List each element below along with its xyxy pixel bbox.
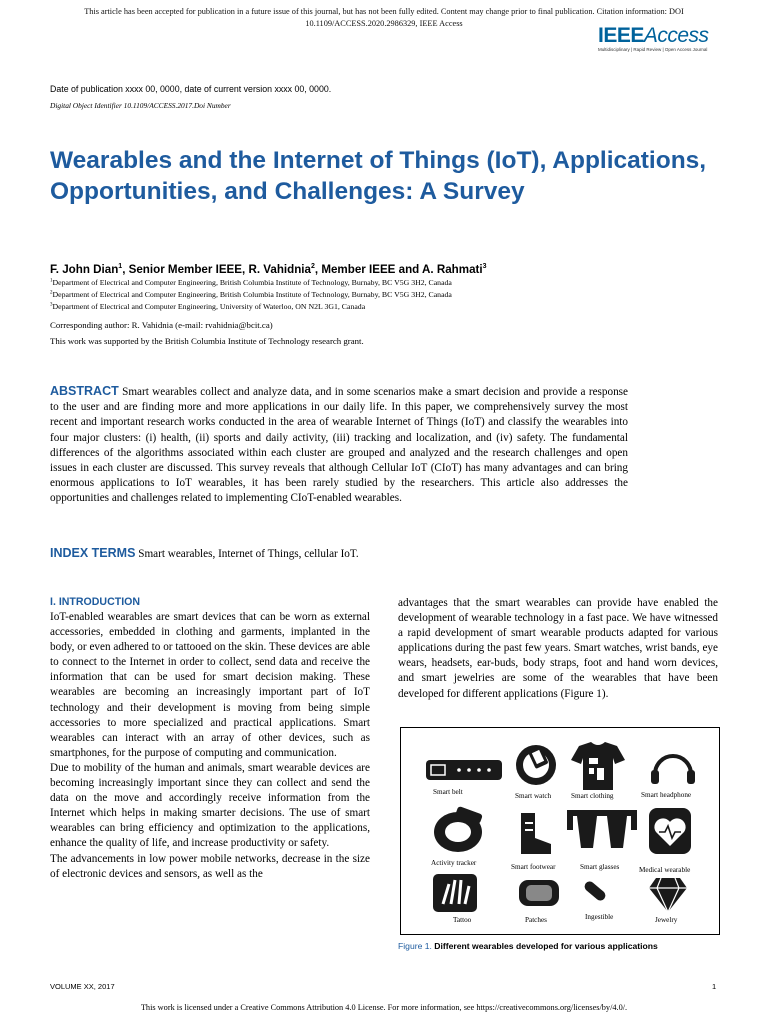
intro-paragraph-1: IoT-enabled wearables are smart devices that can be worn as external accessories, embedded in clothing and garments, implanted in the body, or even adhered to or tattooed on the skin. These devices are able to connect to the Internet in order to collect, send data and receive the information that can be used for smart decision making. These wearables are becoming an increasingly important part of IoT technology and their development is moving from being simple accessories to more specialized and practical applications. Smart wearables can interact with an array of other devices, such as smartphones, for the purpose of computing and communication. <box>50 611 370 759</box>
logo-ieee-text: IEEE <box>598 24 644 47</box>
affiliation-1-sup: 1 <box>50 278 53 284</box>
affiliation-1-text: Department of Electrical and Computer Engineering, British Columbia Institute of Technology, Burnaby, BC V5G 3H2, Canada <box>52 278 452 287</box>
label-smart-headphone: Smart headphone <box>641 791 692 799</box>
affiliation-3 <box>50 302 365 311</box>
label-activity-tracker: Activity tracker <box>431 859 477 867</box>
corresponding-author: Corresponding author: R. Vahidnia (e-mail: rvahidnia@bcit.ca) <box>50 320 273 330</box>
index-terms <box>50 546 359 560</box>
jewelry-icon <box>649 878 687 912</box>
glasses-icon <box>567 810 637 848</box>
author-rest-2: , Member IEEE and A. Rahmati <box>314 263 483 276</box>
author-2-sup: 2 <box>310 263 315 271</box>
label-patches: Patches <box>525 916 547 924</box>
medical-wearable-icon <box>649 808 691 854</box>
headphone-icon <box>651 756 695 784</box>
abstract-label: ABSTRACT <box>50 384 119 398</box>
caption-number: Figure 1. <box>398 941 432 951</box>
figure-1-caption <box>398 941 658 951</box>
affiliation-2 <box>50 290 452 299</box>
doi-line: Digital Object Identifier 10.1109/ACCESS.2017.Doi Number <box>50 101 231 110</box>
ingestible-icon <box>583 879 608 902</box>
label-medical-wearable: Medical wearable <box>639 866 691 874</box>
author-rest-1: , Senior Member IEEE, R. Vahidnia <box>122 263 311 276</box>
label-tattoo: Tattoo <box>453 916 472 924</box>
activity-tracker-icon <box>434 806 483 852</box>
author-3-sup: 3 <box>482 263 487 271</box>
label-smart-watch: Smart watch <box>515 792 552 800</box>
watch-icon <box>516 745 556 785</box>
label-smart-belt: Smart belt <box>433 788 463 796</box>
intro-paragraph-3: The advancements in low power mobile networks, decrease in the size of electronic devices and sensors, as well as the <box>50 852 370 880</box>
ieee-access-logo <box>598 24 728 54</box>
right-column <box>398 596 718 702</box>
caption-text: Different wearables developed for various applications <box>431 941 658 951</box>
author-1: F. John Dian <box>50 263 119 276</box>
label-smart-glasses: Smart glasses <box>580 863 620 871</box>
notice-line-2: 10.1109/ACCESS.2020.2986329, IEEE Access <box>305 19 463 28</box>
affiliation-3-sup: 3 <box>50 302 53 308</box>
affiliation-3-text: Department of Electrical and Computer Engineering, University of Waterloo, ON N2L 3G1, Canada <box>52 302 366 311</box>
tattoo-icon <box>433 874 477 912</box>
paper-title: Wearables and the Internet of Things (IoT), Applications, Opportunities, and Challenges: A Survey <box>50 147 707 205</box>
volume-footer: VOLUME XX, 2017 <box>50 982 115 991</box>
author-1-sup: 1 <box>118 263 123 271</box>
clothing-icon <box>571 742 625 790</box>
logo-access-text: Access <box>643 24 709 47</box>
notice-line-1: This article has been accepted for publication in a future issue of this journal, but has not been fully edited. Content may change prior to final publication. Citation information: DOI <box>84 7 684 16</box>
license-notice: This work is licensed under a Creative Commons Attribution 4.0 License. For more information, see https://creativecommons.org/licenses/by/4.0/. <box>140 1003 628 1012</box>
index-terms-text: Smart wearables, Internet of Things, cellular IoT. <box>138 548 359 560</box>
belt-icon <box>426 760 502 780</box>
label-ingestible: Ingestible <box>585 913 614 921</box>
abstract-text: Smart wearables collect and analyze data, and in some scenarios make a smart decision and provide a response to the user and are finding more and more applications in our daily life. In this paper, we comprehensively survey the most recent and important research works conducted in the area of wearable Internet of Things (IoT) and classify the wearables into four major clusters: (i) health, (ii) sports and daily activity, (iii) tracking and localization, and (iv) safety. The fundamental differences of the algorithms associated within each cluster are grouped and analyzed and the research challenges and open issues in each cluster are discussed. This survey reveals that although Cellular IoT (CIoT) has many advantages and can bring enormous applications to IoT wearables, it has been rarely studied by the researchers. This article also addresses the opportunities and challenges related to implementing CIoT-enabled wearables. <box>50 386 628 505</box>
affiliation-1 <box>50 278 452 287</box>
label-jewelry: Jewelry <box>655 916 678 924</box>
author-line <box>50 263 487 276</box>
wearables-illustration <box>401 728 719 934</box>
figure-1 <box>400 727 720 935</box>
label-smart-footwear: Smart footwear <box>511 863 556 871</box>
intro-paragraph-4: advantages that the smart wearables can provide have enabled the development of wearable technology in a fast pace. We have witnessed a rapid development of smart wearable products adapted for various applications during the past few years. Smart watches, wrist bands, eye wears, headsets, ear-buds, body straps, foot and hand worn devices, and smart jewelries are some of the wearables that have been developed for different applications (Figure 1). <box>398 597 718 700</box>
index-terms-label: INDEX TERMS <box>50 546 136 560</box>
intro-paragraph-2: Due to mobility of the human and animals, smart wearable devices are becoming increasingly important since they can collect and send the data on the move and accordingly receive information from the Internet which helps in making smarter decisions. The use of smart wearables can bring efficiency and optimization to the applications, enhance the quality of life, and increase productivity or safety. <box>50 761 370 850</box>
left-column <box>50 610 370 882</box>
abstract <box>50 384 628 507</box>
page-number: 1 <box>712 982 717 991</box>
label-smart-clothing: Smart clothing <box>571 792 614 800</box>
patches-icon <box>519 880 559 906</box>
footwear-icon <box>521 813 551 854</box>
affiliation-2-sup: 2 <box>50 290 53 296</box>
section-heading-introduction: I. INTRODUCTION <box>50 596 141 608</box>
logo-tagline: Multidisciplinary | Rapid Review | Open Access Journal <box>598 47 708 52</box>
affiliation-2-text: Department of Electrical and Computer Engineering, British Columbia Institute of Technology, Burnaby, BC V5G 3H2, Canada <box>52 290 452 299</box>
funding-note: This work was supported by the British Columbia Institute of Technology research grant. <box>50 336 364 346</box>
publication-dates: Date of publication xxxx 00, 0000, date of current version xxxx 00, 0000. <box>50 84 332 94</box>
